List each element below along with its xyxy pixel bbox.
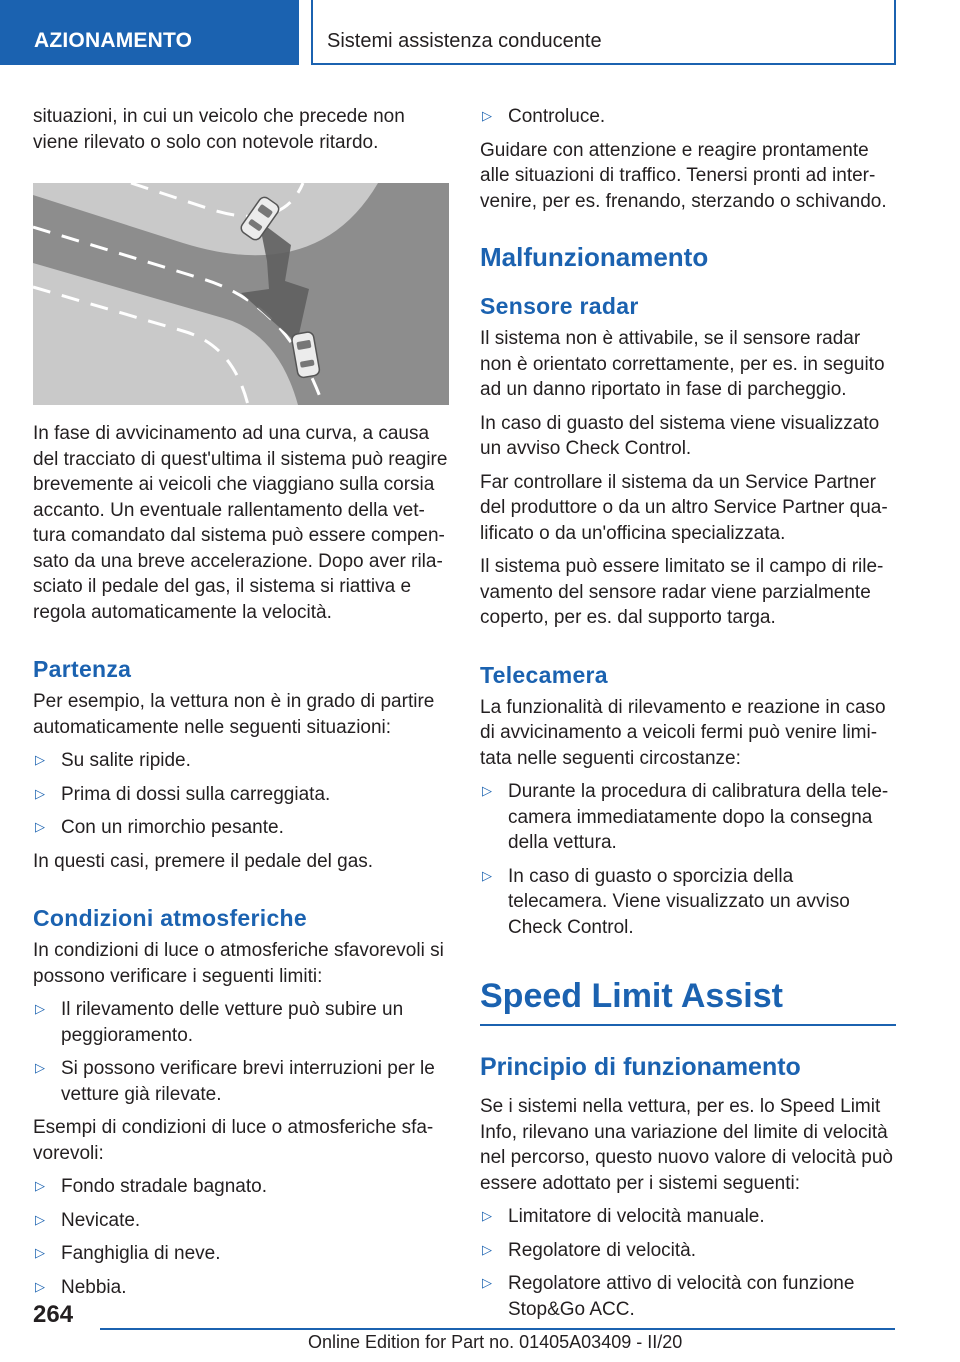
chapter-title: Sistemi assistenza conducente (311, 0, 896, 65)
triangle-bullet-icon: ▷ (35, 1179, 45, 1194)
list-item: ▷ Su salite ripide. (33, 748, 449, 774)
condizioni-heading: Condizioni atmosferiche (33, 905, 307, 931)
triangle-bullet-icon: ▷ (35, 1061, 45, 1076)
triangle-bullet-icon: ▷ (35, 1246, 45, 1261)
left-column (33, 104, 449, 1308)
list-item: ▷ Durante la procedura di calibratura della tele-camera immediatamente dopo la consegna della vettura. (482, 781, 889, 853)
footer-divider (100, 1328, 895, 1330)
intro-paragraph: situazioni, in cui un veicolo che precede non viene rilevato o solo con notevole ritardo. (33, 106, 405, 153)
section-tab: AZIONAMENTO (0, 0, 299, 65)
triangle-bullet-icon: ▷ (35, 1002, 45, 1017)
triangle-bullet-icon: ▷ (482, 1209, 492, 1224)
list-item: ▷ Limitatore di velocità manuale. (480, 1204, 896, 1230)
sensore-paragraph-4: Il sistema può essere limitato se il campo di rile-vamento del sensore radar viene parzialmente coperto, per es. dal supporto targa. (480, 556, 884, 628)
telecamera-heading: Telecamera (480, 661, 608, 688)
list-item: ▷ Nebbia. (33, 1275, 449, 1301)
sensore-heading: Sensore radar (480, 293, 639, 319)
condizioni-examples-intro: Esempi di condizioni di luce o atmosferiche sfa-vorevoli: (33, 1117, 434, 1164)
telecamera-intro: La funzionalità di rilevamento e reazione in caso di avvicinamento a veicoli fermi può venire limi-tata nelle seguenti circostanze: (480, 696, 886, 769)
page-header (0, 0, 960, 66)
partenza-intro: Per esempio, la vettura non è in grado di partire automaticamente nelle seguenti situazioni: (33, 691, 435, 738)
principio-heading: Principio di funzionamento (480, 1053, 801, 1081)
triangle-bullet-icon: ▷ (35, 1212, 45, 1228)
triangle-bullet-icon: ▷ (482, 1242, 492, 1258)
list-item: ▷ Fondo stradale bagnato. (33, 1174, 449, 1200)
sensore-paragraph-1: Il sistema non è attivabile, se il sensore radar non è orientato correttamente, per es. in seguito ad un danno riportato in fase di parcheggio. (480, 328, 885, 400)
curve-paragraph: In fase di avvicinamento ad una curva, a causa del tracciato di quest'ultima il sistema può reagire brevemente ai veicoli che viaggiano sulla corsia accanto. Un eventuale rallentamento della vet-tura comandato dal sistema può essere compen-sato da una breve accelerazione. Dopo aver rila-sciato il pedale del gas, il sistema si riattiva e regola automaticamente la velocità. (33, 423, 448, 623)
triangle-bullet-icon: ▷ (35, 753, 45, 768)
condizioni-intro: In condizioni di luce o atmosferiche sfavorevoli si possono verificare i seguenti limiti: (33, 940, 444, 987)
curve-illustration (33, 183, 449, 405)
malfunzionamento-heading: Malfunzionamento (480, 242, 709, 272)
list-item: ▷ Nevicate. (33, 1208, 449, 1234)
page-number: 264 (33, 1301, 74, 1328)
edition-note: Online Edition for Part no. 01405A03409 - II/20 (308, 1332, 683, 1352)
triangle-bullet-icon: ▷ (482, 868, 492, 884)
caution-paragraph: Guidare con attenzione e reagire prontamente alle situazioni di traffico. Tenersi pronti ad inter-venire, per es. frenando, sterzando o schivando. (480, 139, 887, 212)
principio-intro: Se i sistemi nella vettura, per es. lo Speed Limit Info, rilevano una variazione del limite di velocità nel percorso, questo nuovo valore di velocità può essere adottato per i sistemi seguenti: (480, 1096, 893, 1194)
speed-limit-assist-title: Speed Limit Assist (480, 976, 896, 1026)
triangle-bullet-icon: ▷ (482, 784, 492, 799)
list-item: ▷ Fanghiglia di neve. (33, 1241, 449, 1267)
list-item: ▷ Regolatore di velocità. (480, 1238, 896, 1264)
triangle-bullet-icon: ▷ (35, 820, 45, 835)
triangle-bullet-icon: ▷ (482, 109, 492, 124)
triangle-bullet-icon: ▷ (482, 1276, 492, 1291)
sensore-paragraph-3: Far controllare il sistema da un Service Partner del produttore o da un altro Service Partner qua-lificato o da un'officina specializzata. (480, 471, 888, 544)
list-item: ▷ Regolatore attivo di velocità con funzione Stop&Go ACC. (482, 1273, 855, 1320)
partenza-outro: In questi casi, premere il pedale del gas. (33, 850, 374, 872)
triangle-bullet-icon: ▷ (35, 1279, 45, 1295)
sensore-paragraph-2: In caso di guasto del sistema viene visualizzato un avviso Check Control. (480, 412, 880, 459)
triangle-bullet-icon: ▷ (35, 786, 45, 802)
list-item: ▷ Controluce. (480, 104, 896, 130)
list-item: ▷ In caso di guasto o sporcizia della telecamera. Viene visualizzato un avviso Check Control. (482, 865, 850, 938)
list-item: ▷ Il rilevamento delle vetture può subire un peggioramento. (35, 999, 404, 1046)
partenza-heading: Partenza (33, 656, 132, 682)
list-item: ▷ Si possono verificare brevi interruzioni per le vetture già rilevate. (35, 1058, 435, 1105)
right-column (480, 104, 896, 1330)
list-item: ▷ Prima di dossi sulla carreggiata. (33, 782, 449, 808)
list-item: ▷ Con un rimorchio pesante. (33, 815, 449, 841)
